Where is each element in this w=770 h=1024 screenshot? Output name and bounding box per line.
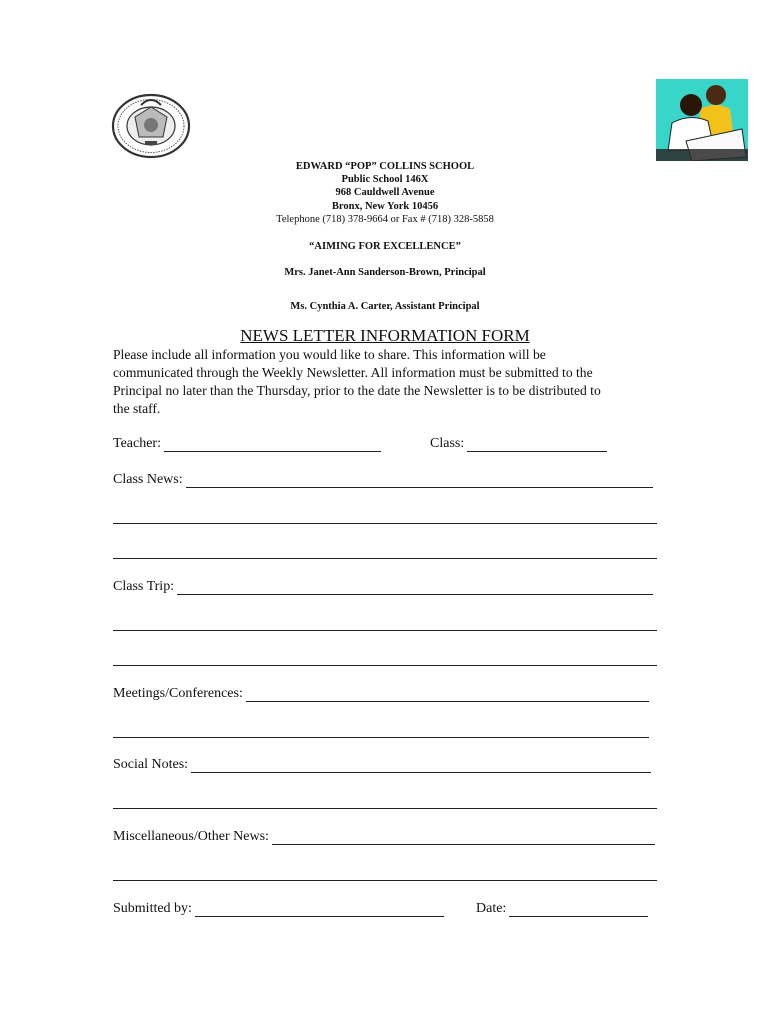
city-seal-icon [111,93,191,159]
teacher-blank[interactable] [164,439,381,452]
class-news-label: Class News: [113,472,183,487]
teacher-field[interactable] [113,436,381,452]
social-notes-blank[interactable] [191,760,651,773]
class-label: Class: [430,436,465,451]
class-trip-field[interactable] [113,579,653,595]
meetings-line[interactable] [113,737,649,738]
date-field[interactable] [476,901,648,917]
submitted-by-label: Submitted by: [113,901,192,916]
social-notes-label: Social Notes: [113,757,189,772]
intro-line: the staff. [113,401,161,416]
misc-news-line[interactable] [113,880,657,881]
principal-name: Mrs. Janet-Ann Sanderson-Brown, Principal [284,267,486,278]
submitted-by-blank[interactable] [195,904,444,917]
misc-news-field[interactable] [113,829,655,845]
intro-line: Principal no later than the Thursday, prior to the date the Newsletter is to be distributed to [113,383,601,398]
school-name: EDWARD “POP” COLLINS SCHOOL [295,161,475,172]
form-title: NEWS LETTER INFORMATION FORM [240,326,530,345]
social-notes-field[interactable] [113,757,651,773]
misc-news-blank[interactable] [272,832,655,845]
date-blank[interactable] [509,904,648,917]
class-news-line[interactable] [113,558,657,559]
misc-news-label: Miscellaneous/Other News: [113,829,269,844]
date-label: Date: [476,901,507,916]
meetings-blank[interactable] [246,689,649,702]
teacher-label: Teacher: [113,436,161,451]
address-line-2: Bronx, New York 10456 [331,200,439,212]
submitted-by-field[interactable] [113,901,444,917]
class-news-blank[interactable] [186,475,653,488]
class-news-line[interactable] [113,523,657,524]
class-trip-blank[interactable] [177,582,653,595]
students-studying-clipart [656,79,748,161]
form-instructions [113,346,673,418]
class-trip-line[interactable] [113,665,657,666]
school-number: Public School 146X [341,174,429,186]
address-line-1: 968 Cauldwell Avenue [335,187,435,199]
school-motto: “AIMING FOR EXCELLENCE” [309,241,461,252]
class-blank[interactable] [467,439,607,452]
intro-line: Please include all information you would like to share. This information will be [113,347,546,362]
social-notes-line[interactable] [113,808,657,809]
meetings-label: Meetings/Conferences: [113,686,243,701]
intro-line: communicated through the Weekly Newsletter. All information must be submitted to the [113,365,593,380]
class-trip-label: Class Trip: [113,579,175,594]
class-news-field[interactable] [113,472,653,488]
class-trip-line[interactable] [113,630,657,631]
phone-fax: Telephone (718) 378-9664 or Fax # (718) 328-5858 [276,213,494,225]
meetings-field[interactable] [113,686,649,702]
assistant-principal-name: Ms. Cynthia A. Carter, Assistant Principal [290,301,480,312]
class-field[interactable] [430,436,607,452]
